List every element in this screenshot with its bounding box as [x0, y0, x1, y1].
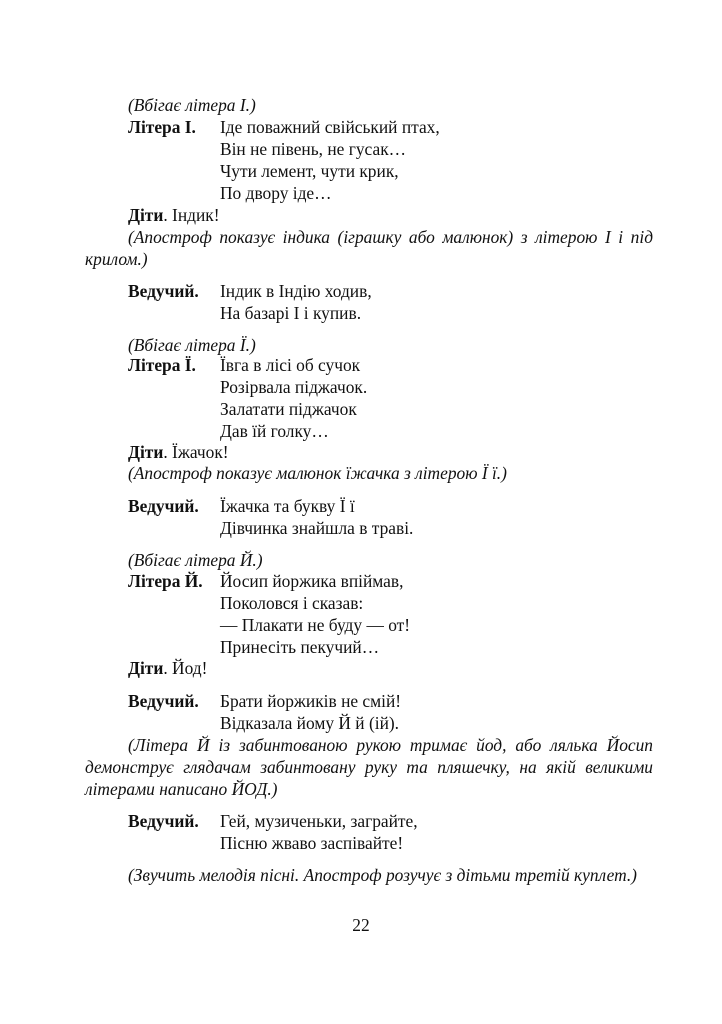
verse-line: Пісню жваво заспівайте! — [220, 833, 404, 853]
verse-line: Чути лемент, чути крик, — [220, 161, 399, 181]
verse-line: Він не півень, не гусак… — [220, 139, 407, 159]
verse-line: Дав їй голку… — [220, 421, 329, 441]
speaker-label: Літера І. — [128, 117, 196, 137]
speaker-label: Діти — [128, 205, 164, 225]
children-line — [128, 657, 207, 679]
children-line — [128, 204, 220, 226]
speaker-label: Ведучий. — [128, 281, 199, 301]
page-number: 22 — [352, 915, 370, 935]
stage-direction: (Апостроф показує індика (іграшку або малюнок) з літерою І і під крилом.) — [85, 227, 653, 269]
stage-direction: (Літера Й із забинтованою рукою тримає йод, або лялька Йосип демонструє глядачам забинтовану руку та пляшечку, на якій великими літерами написано ЙОД.) — [85, 735, 653, 799]
speaker-label: Літера Й. — [128, 571, 203, 591]
verse-line: На базарі І і купив. — [220, 303, 362, 323]
verse-line: Дівчинка знайшла в траві. — [220, 518, 414, 538]
verse-line: — Плакати не буду — от! — [220, 615, 411, 635]
verse-line: Ївга в лісі об сучок — [220, 355, 361, 375]
verse-line: Гей, музиченьки, заграйте, — [220, 811, 418, 831]
speaker-label: Літера Ї. — [128, 355, 196, 375]
speaker-label: Діти — [128, 658, 164, 678]
verse-line: Іде поважний свійський птах, — [220, 117, 440, 137]
children-reply: . Їжачок! — [163, 442, 229, 462]
stage-direction: (Вбігає літера Й.) — [128, 550, 263, 570]
verse-line: Принесіть пекучий… — [220, 637, 380, 657]
verse-line: Поколовся і сказав: — [220, 593, 364, 613]
speaker-label: Ведучий. — [128, 496, 199, 516]
speaker-label: Ведучий. — [128, 811, 199, 831]
verse-line: Розірвала піджачок. — [220, 377, 368, 397]
stage-direction: (Апостроф показує малюнок їжачка з літерою Ї ї.) — [128, 463, 507, 483]
verse-line: Залатати піджачок — [220, 399, 357, 419]
children-reply: . Йод! — [163, 658, 208, 678]
children-reply: . Індик! — [163, 205, 220, 225]
verse-line: Відказала йому Й й (ій). — [220, 713, 400, 733]
verse-line: По двору іде… — [220, 183, 332, 203]
speaker-label: Діти — [128, 442, 164, 462]
speaker-label: Ведучий. — [128, 691, 199, 711]
verse-line: Їжачка та букву Ї ї — [220, 496, 355, 516]
children-line — [128, 441, 229, 463]
stage-direction: (Вбігає літера Ї.) — [128, 335, 256, 355]
stage-direction: (Звучить мелодія пісні. Апостроф розучує з дітьми третій куплет.) — [128, 865, 637, 885]
verse-line: Брати йоржиків не смій! — [220, 691, 402, 711]
verse-line: Індик в Індію ходив, — [220, 281, 372, 301]
stage-direction: (Вбігає літера І.) — [128, 95, 256, 115]
verse-line: Йосип йоржика впіймав, — [220, 571, 404, 591]
